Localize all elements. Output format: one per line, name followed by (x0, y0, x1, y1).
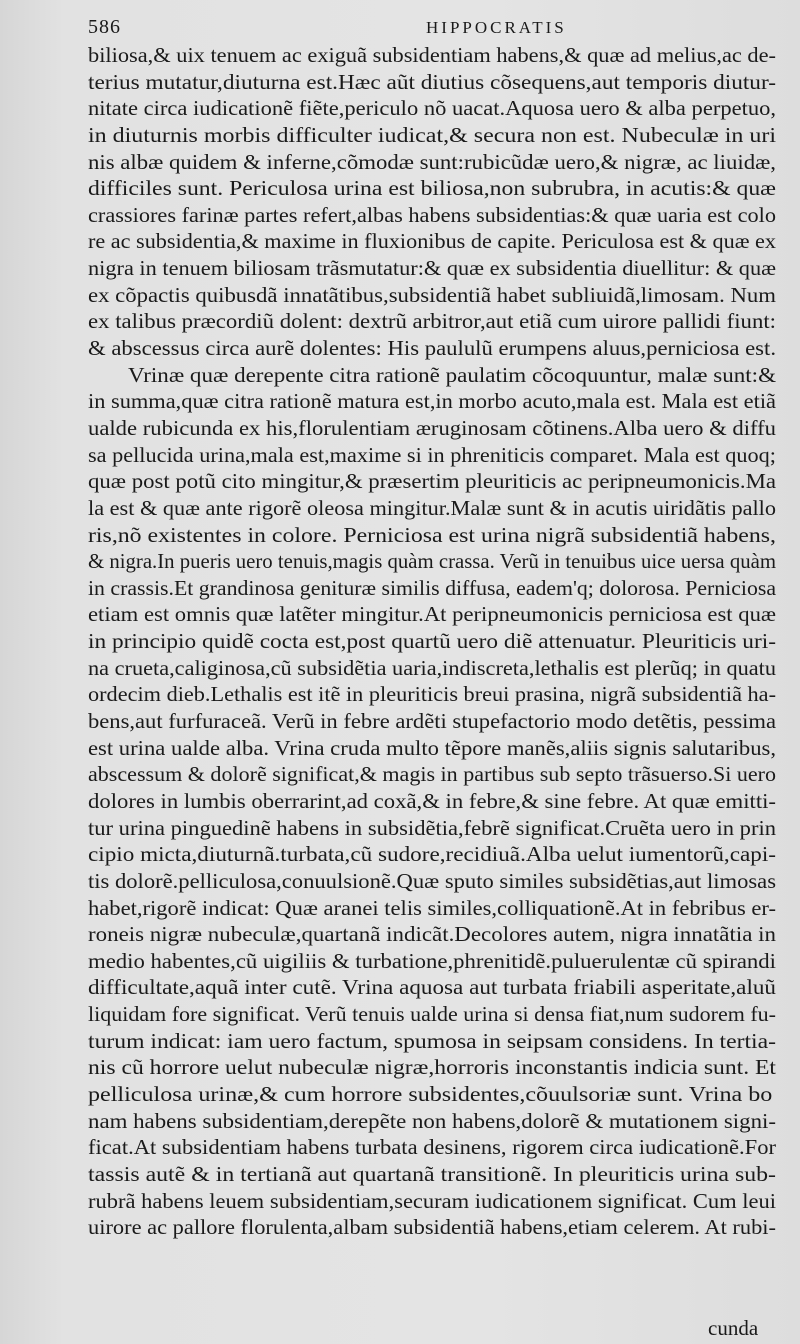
running-head: HIPPOCRATIS (426, 18, 567, 37)
text-line: habet,rigorẽ indicat: Quæ aranei telis similes,colliquationẽ.At in febribus er- (88, 895, 776, 920)
text-line: ex talibus præcordiũ dolent: dextrũ arbitror,aut etiã cum uirore pallidi fiunt: (88, 309, 776, 334)
text-line: difficiles sunt. Periculosa urina est biliosa,non subrubra, in acutis:& quæ (88, 176, 776, 201)
text-line: quæ post potũ cito mingitur,& præsertim pleuriticis ac peripneumonicis.Ma (88, 469, 776, 494)
text-line: na crueta,caliginosa,cũ subsidẽtia uaria,indiscreta,lethalis est plerũq; in quatu (88, 655, 776, 680)
text-line: ordecim dieb.Lethalis est itẽ in pleuriticis breui prasina, nigrã subsidentiã ha- (88, 682, 776, 707)
catchword: cunda (708, 1316, 759, 1340)
text-line: in crassis.Et grandinosa genituræ similis diffusa, eadem'q; dolorosa. Perniciosa (88, 575, 776, 600)
text-line: abscessum & dolorẽ significat,& magis in partibus sub septo trãsuerso.Si uero (88, 762, 776, 787)
text-line: ualde rubicunda ex his,florulentiam æruginosam cõtinens.Alba uero & diffu (88, 415, 776, 440)
text-line: uirore ac pallore florulenta,albam subsidentiã habens,etiam celerem. At rubi- (88, 1215, 776, 1240)
text-line: bens,aut furfuraceã. Verũ in febre ardẽti stupefactorio modo detẽtis, pessima (88, 709, 776, 734)
text-line: & nigra.In pueris uero tenuis,magis quàm crassa. Verũ in tenuibus uice uersa quàm (88, 549, 776, 574)
text-line: cipio micta,diuturnã.turbata,cũ sudore,recidiuã.Alba uelut iumentorũ,capi- (88, 842, 776, 867)
text-line: ris,nõ existentes in colore. Perniciosa est urina nigrã subsidentiã habens, (88, 522, 776, 547)
text-line: in principio quidẽ cocta est,post quartũ uero diẽ attenuatur. Pleuriticis uri- (88, 629, 776, 654)
text-line: sa pellucida urina,mala est,maxime si in phreniticis comparet. Mala est quoq; (88, 442, 776, 467)
text-line: etiam est omnis quæ latẽter mingitur.At peripneumonicis perniciosa est quæ (88, 602, 776, 627)
text-line: ex cõpactis quibusdã innatãtibus,subsidentiã habet subliuidã,limosam. Num (88, 282, 776, 307)
text-line: re ac subsidentia,& maxime in fluxionibus de capite. Periculosa est & quæ ex (88, 229, 776, 254)
text-line: Vrinæ quæ derepente citra rationẽ paulatim cõcoquuntur, malæ sunt:& (128, 362, 776, 387)
text-line: turum indicat: iam uero factum, spumosa in seipsam considens. In tertia- (88, 1028, 776, 1053)
page-header (88, 14, 778, 42)
text-line: est urina ualde alba. Vrina cruda multo tẽpore manẽs,aliis signis salutaribus, (88, 735, 776, 760)
text-line: rubrã habens leuem subsidentiam,securam iudicationem significat. Cum leui (88, 1188, 776, 1213)
text-line: roneis nigræ nubeculæ,quartanã indicãt.Decolores autem, nigra innatãtia in (88, 922, 776, 947)
text-line: nigra in tenuem biliosam trãsmutatur:& quæ ex subsidentia diuellitur: & quæ (88, 256, 776, 281)
text-line: in diuturnis morbis difficulter iudicat,& secura non est. Nubeculæ in uri (88, 122, 776, 147)
text-line: nitate circa iudicationẽ fiẽte,periculo nõ uacat.Aquosa uero & alba perpetuo, (88, 96, 776, 121)
text-line: terius mutatur,diuturna est.Hæc aũt diutius cõsequens,aut temporis diutur- (88, 69, 776, 94)
page-number: 586 (88, 16, 121, 38)
text-line: nam habens subsidentiam,derepẽte non habens,dolorẽ & mutationem signi- (88, 1108, 776, 1133)
text-line: difficultate,aquã inter cutẽ. Vrina aquosa aut turbata friabili asperitate,aluũ (88, 975, 776, 1000)
text-line: tur urina pinguedinẽ habens in subsidẽtia,febrẽ significat.Cruẽta uero in prin (88, 815, 776, 840)
text-line: crassiores farinæ partes refert,albas habens subsidentias:& quæ uaria est colo (88, 202, 776, 227)
text-line: biliosa,& uix tenuem ac exiguã subsidentiam habens,& quæ ad melius,ac de- (88, 43, 776, 67)
text-line: nis cũ horrore uelut nubeculæ nigræ,horroris inconstantis indicia sunt. Et (88, 1055, 776, 1080)
text-line: medio habentes,cũ uigiliis & turbatione,phrenitidẽ.puluerulentæ cũ spirandi (88, 948, 776, 973)
text-line: tis dolorẽ.pelliculosa,conuulsionẽ.Quæ sputo similes subsidẽtias,aut limosas (88, 868, 776, 893)
text-line: ficat.At subsidentiam habens turbata desinens, rigorem circa iudicationẽ.For (88, 1135, 776, 1160)
text-line: tassis autẽ & in tertianã aut quartanã transitionẽ. In pleuriticis urina sub- (88, 1161, 776, 1186)
text-line: dolores in lumbis oberrarint,ad coxã,& in febre,& sine febre. At quæ emitti- (88, 788, 776, 813)
text-line: & abscessus circa aurẽ dolentes: His paululũ erumpens aluus,perniciosa est. (88, 336, 776, 361)
text-line: nis albæ quidem & inferne,cõmodæ sunt:rubicũdæ uero,& nigræ, ac liuidæ, (88, 149, 776, 174)
text-block (88, 42, 776, 1241)
text-line: in summa,quæ citra rationẽ matura est,in morbo acuto,mala est. Mala est etiã (88, 389, 776, 414)
text-line: liquidam fore significat. Verũ tenuis ualde urina si densa fiat,num sudorem fu- (88, 1002, 776, 1027)
text-line: la est & quæ ante rigorẽ oleosa mingitur.Malæ sunt & in acutis uiridãtis pallo (88, 495, 776, 520)
text-line: pelliculosa urinæ,& cum horrore subsidentes,cõuulsoriæ sunt. Vrina bo (88, 1081, 773, 1106)
